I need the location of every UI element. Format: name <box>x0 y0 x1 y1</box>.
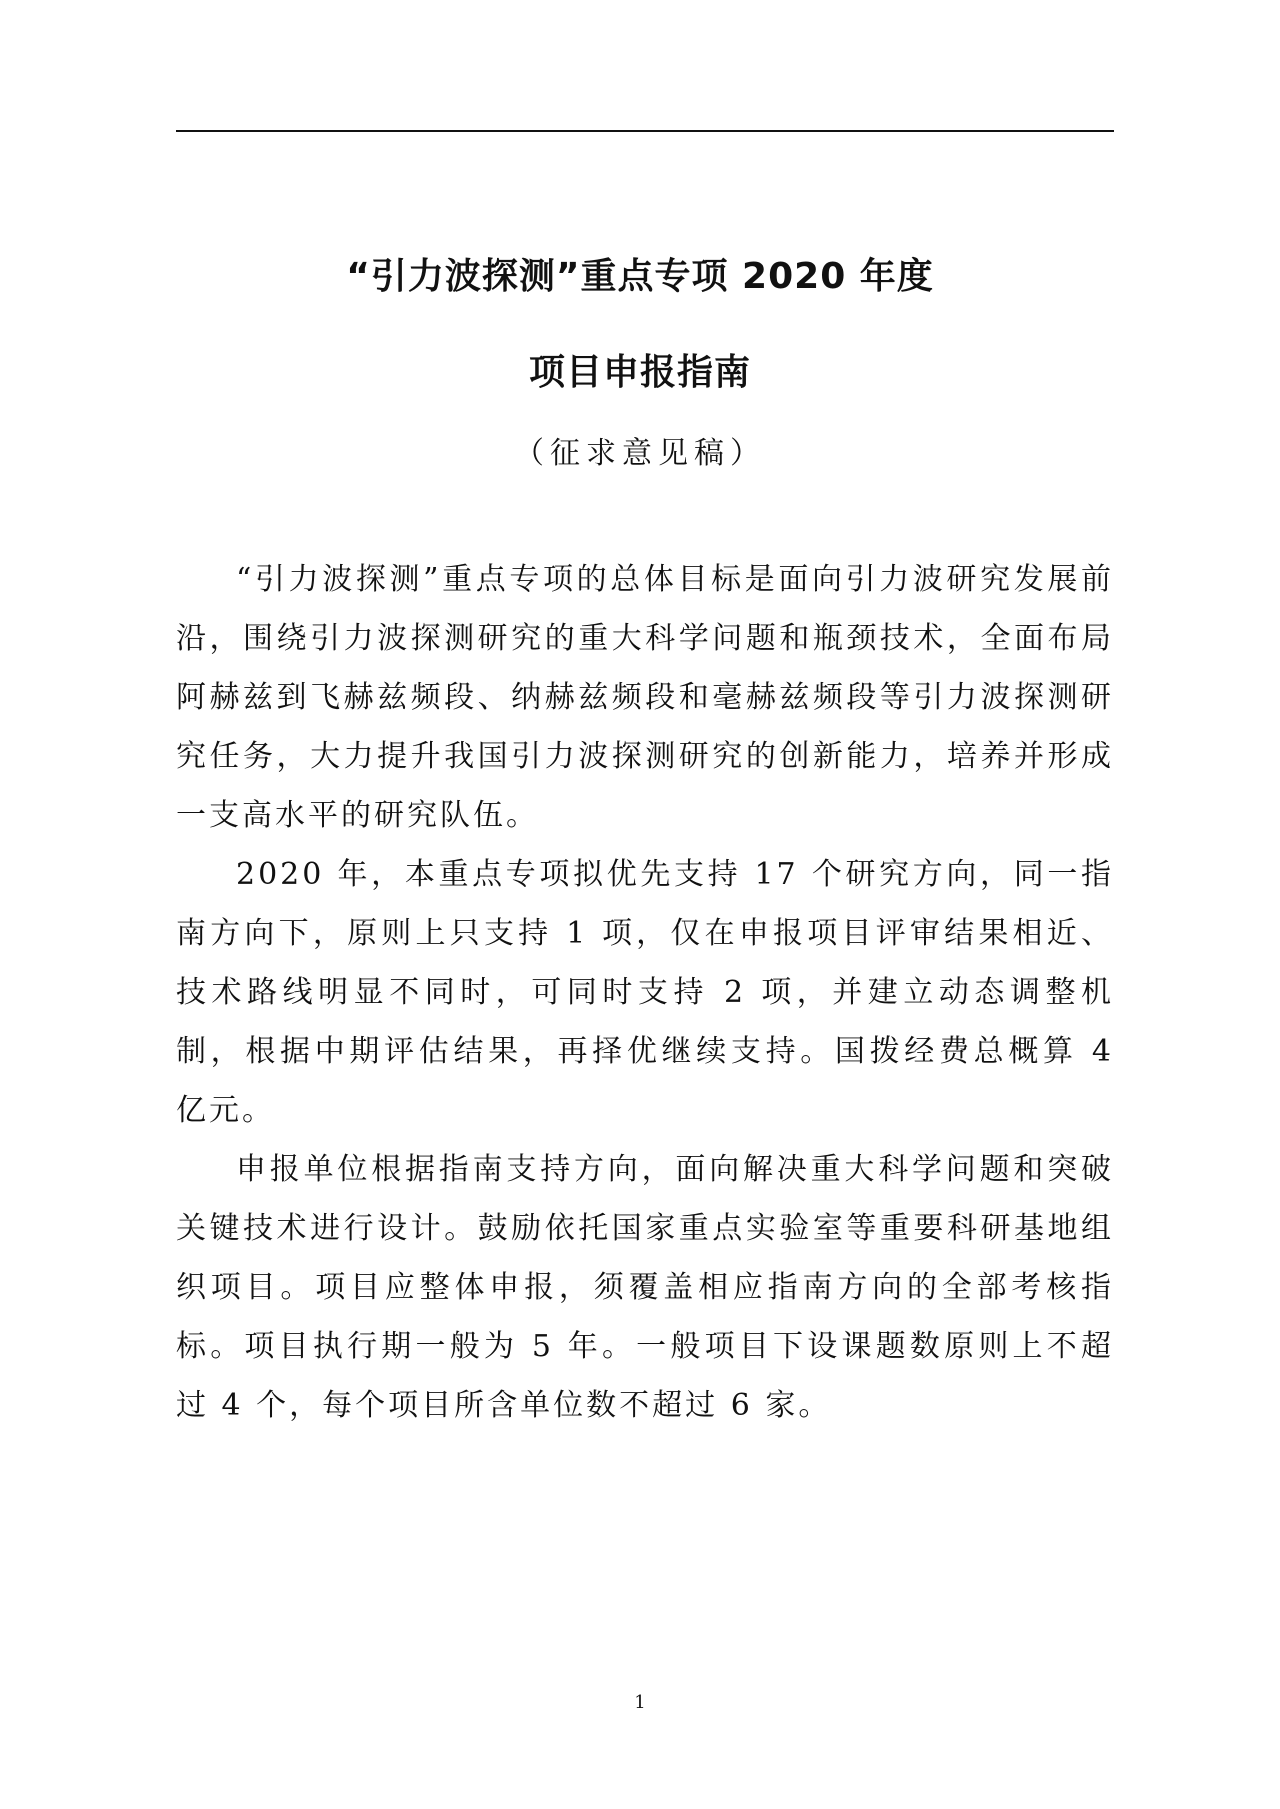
header-rule <box>176 130 1114 132</box>
page-number: 1 <box>634 1692 646 1713</box>
document-title-line2: 项目申报指南 <box>528 352 751 393</box>
body-paragraph: “引力波探测”重点专项的总体目标是面向引力波研究发展前沿，围绕引力波探测研究的重大科学问题和瓶颈技术，全面布局阿赫兹到飞赫兹频段、纳赫兹频段和毫赫兹频段等引力波探测研究任务，大力提升我国引力波探测研究的创新能力，培养并形成一支高水平的研究队伍。 <box>176 562 1114 833</box>
document-body <box>176 550 1114 1435</box>
document-subtitle: （征求意见稿） <box>514 436 766 471</box>
body-paragraph: 2020 年，本重点专项拟优先支持 17 个研究方向，同一指南方向下，原则上只支持 1 项，仅在申报项目评审结果相近、技术路线明显不同时，可同时支持 2 项，并建立动态调整机制，根据中期评估结果，再择优继续支持。国拨经费总概算 4 亿元。 <box>176 857 1114 1128</box>
body-paragraph: 申报单位根据指南支持方向，面向解决重大科学问题和突破关键技术进行设计。鼓励依托国家重点实验室等重要科研基地组织项目。项目应整体申报，须覆盖相应指南方向的全部考核指标。项目执行期一般为 5 年。一般项目下设课题数原则上不超过 4 个，每个项目所含单位数不超过 6 家。 <box>176 1152 1114 1423</box>
document-title-line1: “引力波探测”重点专项 2020 年度 <box>346 256 934 297</box>
